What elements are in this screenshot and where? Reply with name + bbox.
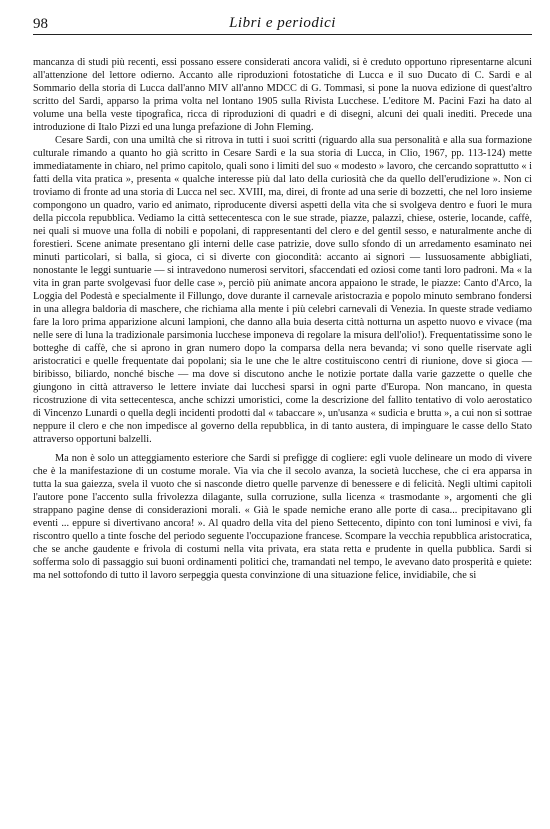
page-header bbox=[33, 12, 532, 35]
body-paragraph: Cesare Sardi, con una umiltà che si ritrova in tutti i suoi scritti (riguardo alla sua personalità e alla sua formazione culturale rimando a quanto ho già scritto in Cesare Sardi e la sua storia di Lucca, in Clio, 1967, pp. 113-124) mette immediatamente in chiaro, nel primo capitolo, quali sono i limiti del suo « modesto » lavoro, che cercando soprattutto « i fatti della vita pratica », presenta « qualche interesse più dal lato della curiosità che da quello dell'erudizione ». Non ci troviamo di fronte ad una storia di Lucca nel sec. XVIII, ma, direi, di fronte ad una serie di bozzetti, che nel loro insieme compongono un quadro, vario ed animato, riproducente diversi aspetti della vita che si svolgeva dentro e fuori le mura della piccola repubblica. Vediamo la città settecentesca con le sue strade, piazze, palazzi, chiese, osterie, locande, caffè, nei quali si muove una folla di nobili e popolani, di rappresentanti del clero e del gentil sesso, e naturalmente anche di forestieri. Scene animate presentano gli interni delle case patrizie, dove sullo sfondo di un arredamento esaminato nei minuti particolari, si balla, si gioca, ci si diverte con giocondità: accanto ai signori — lussuosamente abbigliati, nonostante le leggi suntuarie — si intravedono numerosi servitori, sfaccendati ed oziosi come tanti loro padroni. Ma « la vita in gran parte svolgevasi fuor delle case », perciò più animate ancora appaiono le strade, le piazze: Canto d'Arco, la Loggia del Podestà e specialmente il Fillungo, dove durante il carnevale aristocrazia e popolo minuto sembrano fondersi in una allegra baldoria di maschere, che richiama alla mente i più celebri carnevali di Venezia. In queste strade vediamo fare la loro prima apparizione alcuni lampioni, che danno alla buia deserta città notturna un aspetto nuovo e vivace (ma nelle sere di luna la tradizionale parsimonia lucchese imponeva di regolare la misura dell'olio!). Frequentatissime sono le botteghe di caffè, che si aprono in gran numero dopo la comparsa della nera bevanda; vi sono quelle riservate agli aristocratici e quelle frequentate dai popolani; sia le une che le altre costituiscono centri di riunione, dove si gioca — biribisso, biliardo, nonché bische — ma dove si discutono anche le notizie portate dalla varie gazzette o quelle che giungono in città attraverso le lettere inviate dai lucchesi sparsi in ogni parte d'Europa. Non mancano, in questa ricostruzione di vita settecentesca, anche schizzi umoristici, come la descrizione del fallito tentativo di volo aerostatico di Vincenzo Lunardi o quella degli incidenti prodotti dal « tabaccare », un'usanza « sudicia e brutta », a cui non si sottrae neppure il clero e che non impedisce al governo della repubblica, in di tanto austera, di impinguare le casse dello Stato attraverso opportuni balzelli. bbox=[33, 135, 532, 445]
body-paragraph: Ma non è solo un atteggiamento esteriore che Sardi si prefigge di cogliere: egli vuole delineare un modo di vivere che è la manifestazione di un costume morale. Via via che il secolo avanza, la società lucchese, che ci era apparsa in tutta la sua gaiezza, svela il vuoto che si nasconde dietro quelle parvenze di benessere e di felicità. Negli ultimi capitoli l'autore pone l'accento sulla frivolezza dilagante, sulla corruzione, sulla licenza « trasmodante », argomenti che gli strappano pagine dense di considerazioni morali. « Già le spade nemiche erano alle porte di casa... precipitavano gli eventi ... eppure si divertivano ancora! ». Al quadro della vita del pieno Settecento, dipinto con toni luminosi e vivi, fa riscontro quello a tinte fosche del periodo seguente l'occupazione francese. Scompare la vecchia repubblica aristocratica, che se anche gaudente e frivola di costumi nella vita privata, era stata retta e prudente in quella pubblica. Sardi si sofferma solo di passaggio sui buoni ordinamenti politici che, tramandati nel tempo, le avevano dato prosperità e quiete: ma nel sottofondo di tutto il lavoro serpeggia questa convinzione di una situazione felice, invidiabile, che si bbox=[33, 453, 532, 581]
running-title: Libri e periodici bbox=[229, 15, 336, 31]
body-paragraph: mancanza di studi più recenti, essi possano essere considerati ancora validi, si è creduto opportuno ripresentarne alcuni all'attenzione del lettore odierno. Accanto alle riproduzioni fotostatiche di Lucca e il suo Ducato di C. Sardi e al Sommario della storia di Lucca dall'anno MIV all'anno MDCC di G. Tommasi, si pone la nuova edizione di quest'altro scritto del Sardi, apparso la prima volta nel lontano 1905 sulla Rivista Lucchese. L'editore M. Pacini Fazi ha dato al volume una bella veste tipografica, ricca di riproduzioni di quadri e di disegni, alcuni dei quali inediti. Precede una introduzione di Italo Pizzi ed una lunga prefazione di John Fleming. bbox=[33, 57, 532, 133]
page-body bbox=[33, 56, 532, 582]
page-number: 98 bbox=[33, 16, 48, 32]
